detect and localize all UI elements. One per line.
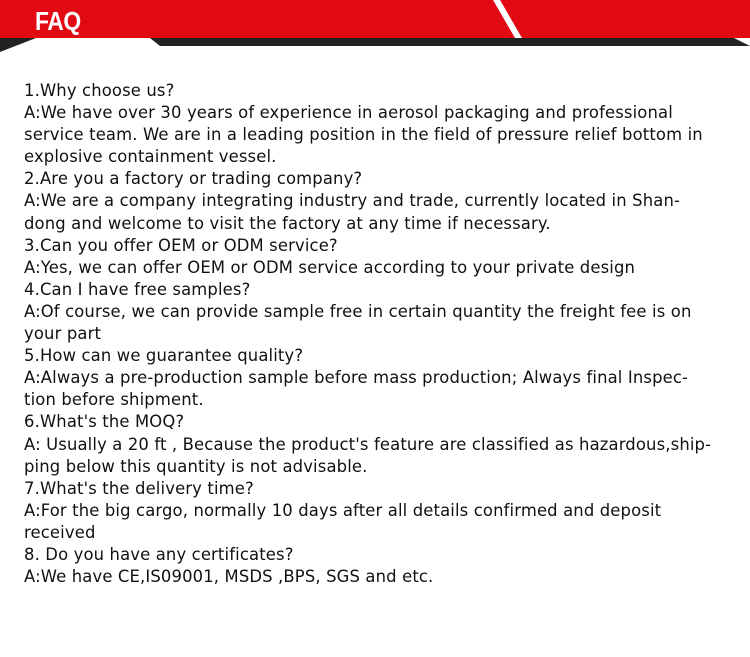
faq-answer-1-line-3: explosive containment vessel. (24, 147, 277, 167)
faq-answer-2-line-2: dong and welcome to visit the factory at any time if necessary. (24, 213, 551, 233)
faq-question-1: 1.Why choose us? (24, 81, 175, 100)
faq-answer-5-line-2: tion before shipment. (24, 390, 204, 410)
faq-banner (0, 0, 750, 52)
faq-question-6: 6.What's the MOQ? (24, 412, 185, 432)
faq-answer-4-line-1: A:Of course, we can provide sample free in certain quantity the freight fee is on (24, 301, 692, 321)
faq-answer-2-line-1: A:We are a company integrating industry and trade, currently located in Shan- (24, 191, 681, 211)
faq-answer-5-line-1: A:Always a pre-production sample before mass production; Always final Inspec- (24, 368, 689, 388)
faq-answer-7-line-2: received (24, 522, 96, 542)
faq-question-5: 5.How can we guarantee quality? (24, 346, 304, 366)
faq-question-3: 3.Can you offer OEM or ODM service? (24, 235, 338, 255)
faq-question-2: 2.Are you a factory or trading company? (24, 169, 363, 189)
faq-question-7: 7.What's the delivery time? (24, 478, 254, 498)
faq-question-4: 4.Can I have free samples? (24, 279, 251, 299)
faq-text (24, 80, 732, 588)
faq-answer-8: A:We have CE,IS09001, MSDS ,BPS, SGS and etc. (24, 567, 434, 587)
faq-answer-7-line-1: A:For the big cargo, normally 10 days after all details confirmed and deposit (24, 500, 662, 520)
banner-dark-corner (0, 38, 36, 52)
banner-graphic (0, 0, 750, 52)
faq-answer-1-line-1: A:We have over 30 years of experience in aerosol packaging and professional (24, 103, 673, 123)
banner-red-right (500, 0, 750, 38)
faq-question-8: 8. Do you have any certificates? (24, 544, 294, 564)
banner-title: FAQ (35, 6, 81, 36)
faq-answer-6-line-2: ping below this quantity is not advisable. (24, 456, 368, 476)
faq-answer-4-line-2: your part (24, 324, 102, 344)
faq-answer-1-line-2: service team. We are in a leading position in the field of pressure relief bottom in (24, 125, 703, 145)
banner-dark-stripe (150, 38, 750, 46)
faq-answer-6-line-1: A: Usually a 20 ft , Because the product's feature are classified as hazardous,ship- (24, 434, 712, 454)
faq-answer-3: A:Yes, we can offer OEM or ODM service according to your private design (24, 257, 636, 277)
